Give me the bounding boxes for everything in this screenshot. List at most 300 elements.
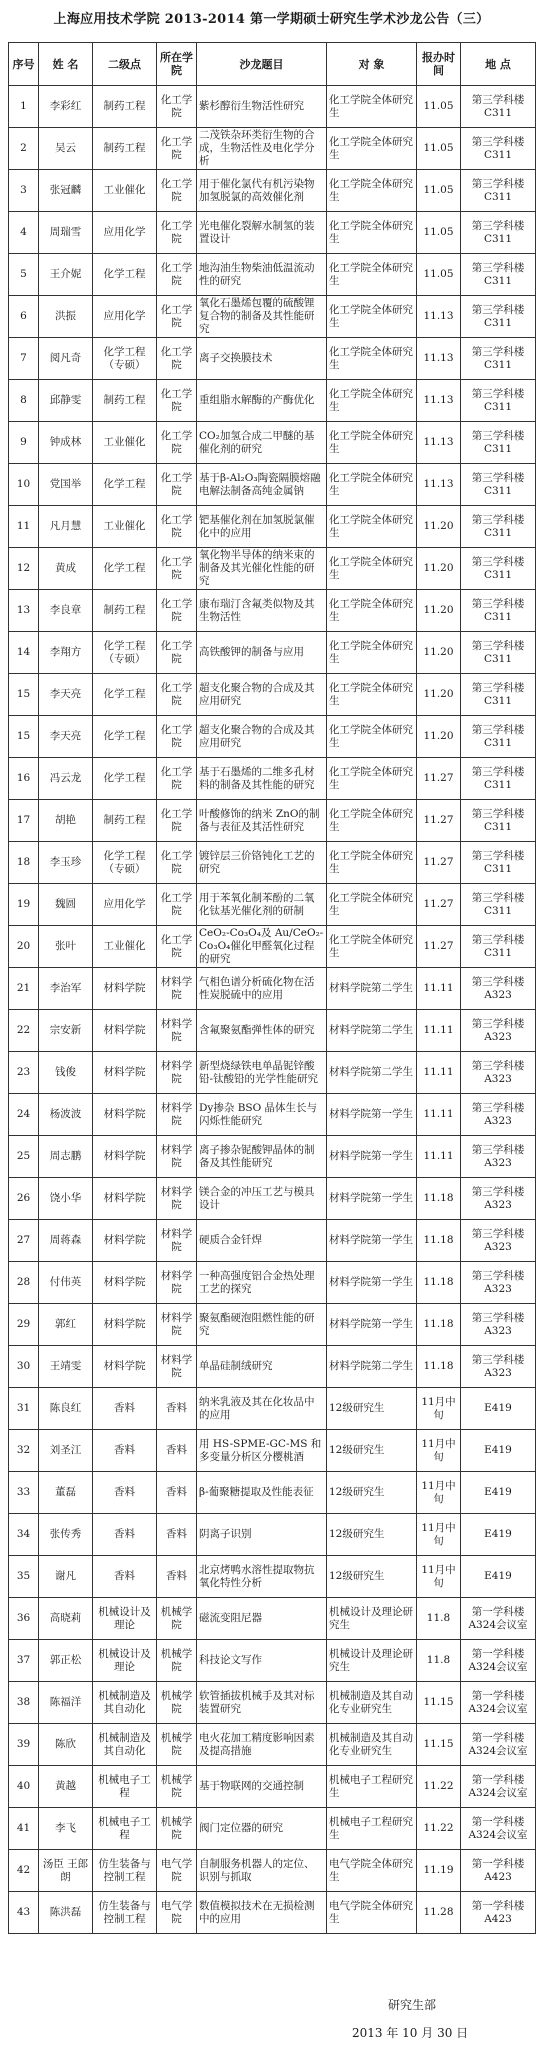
salon-topic-cell: 软管插拔机械手及其对标装置研究 — [197, 1682, 327, 1724]
salon-topic-cell: 含氟聚氨酯弹性体的研究 — [197, 1010, 327, 1052]
session-time-cell: 11.27 — [417, 758, 461, 800]
presenter-name-cell: 郭正松 — [39, 1640, 93, 1682]
row-number-cell: 16 — [9, 758, 39, 800]
venue-cell: 第三学科楼 C311 — [461, 926, 536, 968]
salon-topic-cell: 镁合金的冲压工艺与模具设计 — [197, 1178, 327, 1220]
session-time-cell: 11.27 — [417, 926, 461, 968]
row-number-cell: 38 — [9, 1682, 39, 1724]
header-cell: 二级点 — [93, 43, 157, 86]
table-row — [9, 1178, 536, 1220]
salon-topic-cell: 科技论文写作 — [197, 1640, 327, 1682]
discipline-cell: 材料学院 — [93, 1136, 157, 1178]
discipline-cell: 化学工程 — [93, 548, 157, 590]
salon-topic-cell: 光电催化裂解水制氢的装置设计 — [197, 212, 327, 254]
audience-cell: 化工学院全体研究生 — [327, 590, 417, 632]
session-time-cell: 11.18 — [417, 1262, 461, 1304]
college-cell: 化工学院 — [157, 128, 197, 170]
presenter-name-cell: 陈洪磊 — [39, 1892, 93, 1934]
session-time-cell: 11.15 — [417, 1682, 461, 1724]
audience-cell: 化工学院全体研究生 — [327, 674, 417, 716]
row-number-cell: 18 — [9, 842, 39, 884]
table-row — [9, 506, 536, 548]
row-number-cell: 26 — [9, 1178, 39, 1220]
session-time-cell: 11.13 — [417, 338, 461, 380]
college-cell: 化工学院 — [157, 716, 197, 758]
table-row — [9, 128, 536, 170]
salon-topic-cell: 叶酸修饰的纳米 ZnO的制备与表征及其活性研究 — [197, 800, 327, 842]
row-number-cell: 21 — [9, 968, 39, 1010]
college-cell: 机械学院 — [157, 1808, 197, 1850]
session-time-cell: 11.11 — [417, 968, 461, 1010]
salon-topic-cell: β-葡聚糖提取及性能表征 — [197, 1472, 327, 1514]
presenter-name-cell: 宗安新 — [39, 1010, 93, 1052]
row-number-cell: 15 — [9, 674, 39, 716]
salon-topic-cell: 气相色谱分析硫化物在活性炭脱硫中的应用 — [197, 968, 327, 1010]
row-number-cell: 15 — [9, 716, 39, 758]
audience-cell: 化工学院全体研究生 — [327, 254, 417, 296]
college-cell: 机械学院 — [157, 1640, 197, 1682]
audience-cell: 材料学院第一学生 — [327, 1220, 417, 1262]
salon-schedule-table — [8, 42, 536, 1934]
session-time-cell: 11.05 — [417, 86, 461, 128]
row-number-cell: 37 — [9, 1640, 39, 1682]
venue-cell: 第一学科楼 A324会议室 — [461, 1640, 536, 1682]
audience-cell: 机械电子工程研究生 — [327, 1766, 417, 1808]
audience-cell: 化工学院全体研究生 — [327, 338, 417, 380]
audience-cell: 材料学院第二学生 — [327, 968, 417, 1010]
audience-cell: 机械设计及理论研究生 — [327, 1598, 417, 1640]
discipline-cell: 仿生装备与控制工程 — [93, 1850, 157, 1892]
audience-cell: 材料学院第一学生 — [327, 1178, 417, 1220]
presenter-name-cell: 张叶 — [39, 926, 93, 968]
presenter-name-cell: 李天亮 — [39, 716, 93, 758]
session-time-cell: 11.20 — [417, 506, 461, 548]
venue-cell: 第三学科楼 C311 — [461, 338, 536, 380]
college-cell: 香料 — [157, 1556, 197, 1598]
college-cell: 电气学院 — [157, 1850, 197, 1892]
discipline-cell: 化学工程 — [93, 674, 157, 716]
session-time-cell: 11.05 — [417, 128, 461, 170]
presenter-name-cell: 李飞 — [39, 1808, 93, 1850]
session-time-cell: 11月中旬 — [417, 1388, 461, 1430]
audience-cell: 化工学院全体研究生 — [327, 926, 417, 968]
salon-topic-cell: 超支化聚合物的合成及其应用研究 — [197, 674, 327, 716]
salon-topic-cell: 离子交换膜技术 — [197, 338, 327, 380]
row-number-cell: 43 — [9, 1892, 39, 1934]
presenter-name-cell: 凡月慧 — [39, 506, 93, 548]
discipline-cell: 机械制造及其自动化 — [93, 1724, 157, 1766]
venue-cell: 第三学科楼 C311 — [461, 842, 536, 884]
session-time-cell: 11.13 — [417, 296, 461, 338]
venue-cell: 第三学科楼 C311 — [461, 86, 536, 128]
session-time-cell: 11.27 — [417, 842, 461, 884]
venue-cell: 第三学科楼 A323 — [461, 1136, 536, 1178]
header-cell: 所在学院 — [157, 43, 197, 86]
presenter-name-cell: 阅凡奇 — [39, 338, 93, 380]
table-row — [9, 1094, 536, 1136]
audience-cell: 化工学院全体研究生 — [327, 632, 417, 674]
venue-cell: 第一学科楼 A324会议室 — [461, 1682, 536, 1724]
row-number-cell: 42 — [9, 1850, 39, 1892]
table-row — [9, 884, 536, 926]
row-number-cell: 32 — [9, 1430, 39, 1472]
presenter-name-cell: 周志鹏 — [39, 1136, 93, 1178]
salon-topic-cell: 钯基催化剂在加氢脱氯催化中的应用 — [197, 506, 327, 548]
session-time-cell: 11月中旬 — [417, 1514, 461, 1556]
presenter-name-cell: 钱俊 — [39, 1052, 93, 1094]
venue-cell: 第三学科楼 A323 — [461, 1178, 536, 1220]
venue-cell: 第三学科楼 C311 — [461, 254, 536, 296]
venue-cell: 第一学科楼 A423 — [461, 1892, 536, 1934]
college-cell: 材料学院 — [157, 1346, 197, 1388]
row-number-cell: 6 — [9, 296, 39, 338]
session-time-cell: 11.28 — [417, 1892, 461, 1934]
table-row — [9, 1682, 536, 1724]
table-header-row — [9, 43, 536, 86]
table-row — [9, 1598, 536, 1640]
venue-cell: E419 — [461, 1472, 536, 1514]
salon-topic-cell: 阴离子识别 — [197, 1514, 327, 1556]
venue-cell: 第三学科楼 C311 — [461, 884, 536, 926]
discipline-cell: 香料 — [93, 1556, 157, 1598]
discipline-cell: 材料学院 — [93, 1346, 157, 1388]
salon-topic-cell: CO₂加氢合成二甲醚的基催化剂的研究 — [197, 422, 327, 464]
table-row — [9, 422, 536, 464]
venue-cell: 第三学科楼 C311 — [461, 296, 536, 338]
college-cell: 化工学院 — [157, 758, 197, 800]
college-cell: 化工学院 — [157, 464, 197, 506]
presenter-name-cell: 陈欣 — [39, 1724, 93, 1766]
discipline-cell: 材料学院 — [93, 1262, 157, 1304]
row-number-cell: 41 — [9, 1808, 39, 1850]
audience-cell: 化工学院全体研究生 — [327, 128, 417, 170]
college-cell: 化工学院 — [157, 884, 197, 926]
session-time-cell: 11.22 — [417, 1766, 461, 1808]
row-number-cell: 31 — [9, 1388, 39, 1430]
discipline-cell: 材料学院 — [93, 1220, 157, 1262]
presenter-name-cell: 付伟英 — [39, 1262, 93, 1304]
audience-cell: 化工学院全体研究生 — [327, 758, 417, 800]
presenter-name-cell: 张冠麟 — [39, 170, 93, 212]
college-cell: 电气学院 — [157, 1892, 197, 1934]
discipline-cell: 机械电子工程 — [93, 1808, 157, 1850]
session-time-cell: 11.20 — [417, 716, 461, 758]
discipline-cell: 工业催化 — [93, 506, 157, 548]
audience-cell: 电气学院全体研究生 — [327, 1850, 417, 1892]
audience-cell: 化工学院全体研究生 — [327, 170, 417, 212]
venue-cell: 第三学科楼 C311 — [461, 632, 536, 674]
college-cell: 化工学院 — [157, 86, 197, 128]
discipline-cell: 材料学院 — [93, 1094, 157, 1136]
college-cell: 化工学院 — [157, 338, 197, 380]
audience-cell: 12级研究生 — [327, 1388, 417, 1430]
venue-cell: 第三学科楼 A323 — [461, 1304, 536, 1346]
table-row — [9, 1808, 536, 1850]
table-row — [9, 632, 536, 674]
venue-cell: 第三学科楼 C311 — [461, 422, 536, 464]
audience-cell: 化工学院全体研究生 — [327, 380, 417, 422]
table-row — [9, 1346, 536, 1388]
salon-topic-cell: 基于物联网的交通控制 — [197, 1766, 327, 1808]
presenter-name-cell: 洪振 — [39, 296, 93, 338]
presenter-name-cell: 张传秀 — [39, 1514, 93, 1556]
salon-topic-cell: 二茂铁杂环类衍生物的合成，生物活性及电化学分析 — [197, 128, 327, 170]
session-time-cell: 11.27 — [417, 800, 461, 842]
venue-cell: 第三学科楼 C311 — [461, 380, 536, 422]
venue-cell: 第三学科楼 C311 — [461, 506, 536, 548]
table-row — [9, 1892, 536, 1934]
venue-cell: 第三学科楼 A323 — [461, 1262, 536, 1304]
presenter-name-cell: 周蒋森 — [39, 1220, 93, 1262]
table-row — [9, 842, 536, 884]
audience-cell: 化工学院全体研究生 — [327, 716, 417, 758]
audience-cell: 材料学院第二学生 — [327, 1010, 417, 1052]
discipline-cell: 工业催化 — [93, 926, 157, 968]
presenter-name-cell: 李良章 — [39, 590, 93, 632]
college-cell: 化工学院 — [157, 842, 197, 884]
presenter-name-cell: 李天亮 — [39, 674, 93, 716]
table-row — [9, 338, 536, 380]
salon-topic-cell: 用于催化氯代有机污染物加氢脱氯的高效催化剂 — [197, 170, 327, 212]
session-time-cell: 11.20 — [417, 674, 461, 716]
table-row — [9, 254, 536, 296]
table-row — [9, 212, 536, 254]
discipline-cell: 机械电子工程 — [93, 1766, 157, 1808]
presenter-name-cell: 陈良红 — [39, 1388, 93, 1430]
salon-topic-cell: 超支化聚合物的合成及其应用研究 — [197, 716, 327, 758]
discipline-cell: 化学工程 — [93, 716, 157, 758]
session-time-cell: 11.05 — [417, 254, 461, 296]
audience-cell: 机械制造及其自动化专业研究生 — [327, 1724, 417, 1766]
college-cell: 化工学院 — [157, 590, 197, 632]
venue-cell: 第三学科楼 C311 — [461, 716, 536, 758]
venue-cell: E419 — [461, 1388, 536, 1430]
header-cell: 序号 — [9, 43, 39, 86]
college-cell: 材料学院 — [157, 1094, 197, 1136]
salon-topic-cell: 氧化石墨烯包覆的硫酸锂复合物的制备及其性能研究 — [197, 296, 327, 338]
table-row — [9, 716, 536, 758]
row-number-cell: 40 — [9, 1766, 39, 1808]
table-row — [9, 1640, 536, 1682]
table-row — [9, 800, 536, 842]
salon-topic-cell: 基于β-Al₂O₃陶瓷隔膜熔融电解法制备高纯金属钠 — [197, 464, 327, 506]
college-cell: 香料 — [157, 1388, 197, 1430]
salon-topic-cell: 北京烤鸭水溶性提取物抗氧化特性分析 — [197, 1556, 327, 1598]
discipline-cell: 化学工程（专硕） — [93, 632, 157, 674]
venue-cell: 第一学科楼 A324会议室 — [461, 1766, 536, 1808]
row-number-cell: 19 — [9, 884, 39, 926]
table-row — [9, 296, 536, 338]
discipline-cell: 材料学院 — [93, 1052, 157, 1094]
table-row — [9, 464, 536, 506]
salon-topic-cell: 一种高强度铝合金热处理工艺的探究 — [197, 1262, 327, 1304]
session-time-cell: 11.20 — [417, 548, 461, 590]
session-time-cell: 11.15 — [417, 1724, 461, 1766]
discipline-cell: 化学工程（专硕） — [93, 338, 157, 380]
table-row — [9, 1388, 536, 1430]
presenter-name-cell: 谢凡 — [39, 1556, 93, 1598]
header-cell: 对 象 — [327, 43, 417, 86]
venue-cell: E419 — [461, 1430, 536, 1472]
header-cell: 地 点 — [461, 43, 536, 86]
row-number-cell: 25 — [9, 1136, 39, 1178]
audience-cell: 化工学院全体研究生 — [327, 86, 417, 128]
salon-topic-cell: 镀锌层三价铬钝化工艺的研究 — [197, 842, 327, 884]
salon-topic-cell: 基于石墨烯的二维多孔材料的制备及其性能的研究 — [197, 758, 327, 800]
audience-cell: 材料学院第一学生 — [327, 1094, 417, 1136]
table-row — [9, 1556, 536, 1598]
presenter-name-cell: 邱静雯 — [39, 380, 93, 422]
presenter-name-cell: 冯云龙 — [39, 758, 93, 800]
session-time-cell: 11.22 — [417, 1808, 461, 1850]
table-row — [9, 1430, 536, 1472]
row-number-cell: 14 — [9, 632, 39, 674]
session-time-cell: 11.11 — [417, 1052, 461, 1094]
venue-cell: 第一学科楼 A324会议室 — [461, 1808, 536, 1850]
presenter-name-cell: 高晓莉 — [39, 1598, 93, 1640]
presenter-name-cell: 汤臣 王郎朗 — [39, 1850, 93, 1892]
discipline-cell: 香料 — [93, 1514, 157, 1556]
discipline-cell: 工业催化 — [93, 170, 157, 212]
row-number-cell: 39 — [9, 1724, 39, 1766]
college-cell: 机械学院 — [157, 1766, 197, 1808]
row-number-cell: 20 — [9, 926, 39, 968]
row-number-cell: 22 — [9, 1010, 39, 1052]
college-cell: 材料学院 — [157, 968, 197, 1010]
discipline-cell: 机械设计及理论 — [93, 1640, 157, 1682]
table-row — [9, 1052, 536, 1094]
salon-topic-cell: 重组脂水解酶的产酶优化 — [197, 380, 327, 422]
salon-topic-cell: 纳米乳液及其在化妆品中的应用 — [197, 1388, 327, 1430]
table-row — [9, 926, 536, 968]
discipline-cell: 材料学院 — [93, 1010, 157, 1052]
presenter-name-cell: 李玉珍 — [39, 842, 93, 884]
venue-cell: 第三学科楼 A323 — [461, 1094, 536, 1136]
college-cell: 香料 — [157, 1472, 197, 1514]
session-time-cell: 11.13 — [417, 422, 461, 464]
discipline-cell: 应用化学 — [93, 884, 157, 926]
session-time-cell: 11月中旬 — [417, 1430, 461, 1472]
venue-cell: 第三学科楼 C311 — [461, 674, 536, 716]
college-cell: 材料学院 — [157, 1178, 197, 1220]
venue-cell: 第三学科楼 C311 — [461, 464, 536, 506]
salon-topic-cell: 自制服务机器人的定位、识别与抓取 — [197, 1850, 327, 1892]
row-number-cell: 34 — [9, 1514, 39, 1556]
salon-topic-cell: 硬质合金钎焊 — [197, 1220, 327, 1262]
salon-topic-cell: 用于苯氧化制苯酚的二氧化钛基光催化剂的研制 — [197, 884, 327, 926]
row-number-cell: 28 — [9, 1262, 39, 1304]
salon-topic-cell: 康布瑞汀含氟类似物及其生物活性 — [197, 590, 327, 632]
row-number-cell: 24 — [9, 1094, 39, 1136]
discipline-cell: 制药工程 — [93, 590, 157, 632]
table-row — [9, 1010, 536, 1052]
row-number-cell: 2 — [9, 128, 39, 170]
session-time-cell: 11.8 — [417, 1598, 461, 1640]
discipline-cell: 工业催化 — [93, 422, 157, 464]
audience-cell: 12级研究生 — [327, 1472, 417, 1514]
venue-cell: 第一学科楼 A324会议室 — [461, 1598, 536, 1640]
college-cell: 材料学院 — [157, 1262, 197, 1304]
discipline-cell: 仿生装备与控制工程 — [93, 1892, 157, 1934]
audience-cell: 机械设计及理论研究生 — [327, 1640, 417, 1682]
salon-topic-cell: 紫杉醇衍生物活性研究 — [197, 86, 327, 128]
venue-cell: 第三学科楼 A323 — [461, 1010, 536, 1052]
discipline-cell: 制药工程 — [93, 380, 157, 422]
presenter-name-cell: 刘圣江 — [39, 1430, 93, 1472]
discipline-cell: 化学工程 — [93, 464, 157, 506]
session-time-cell: 11.13 — [417, 464, 461, 506]
presenter-name-cell: 李翔方 — [39, 632, 93, 674]
venue-cell: 第三学科楼 A323 — [461, 968, 536, 1010]
session-time-cell: 11.20 — [417, 590, 461, 632]
discipline-cell: 应用化学 — [93, 212, 157, 254]
row-number-cell: 35 — [9, 1556, 39, 1598]
salon-topic-cell: 氧化物半导体的纳米束的制备及其光催化性能的研究 — [197, 548, 327, 590]
row-number-cell: 9 — [9, 422, 39, 464]
table-row — [9, 170, 536, 212]
audience-cell: 材料学院第一学生 — [327, 1304, 417, 1346]
session-time-cell: 11.05 — [417, 212, 461, 254]
salon-topic-cell: 阀门定位器的研究 — [197, 1808, 327, 1850]
row-number-cell: 36 — [9, 1598, 39, 1640]
presenter-name-cell: 黄越 — [39, 1766, 93, 1808]
audience-cell: 材料学院第二学生 — [327, 1052, 417, 1094]
table-row — [9, 380, 536, 422]
presenter-name-cell: 王靖雯 — [39, 1346, 93, 1388]
audience-cell: 材料学院第一学生 — [327, 1136, 417, 1178]
document-title: 上海应用技术学院 2013-2014 第一学期硕士研究生学术沙龙公告（三） — [53, 12, 490, 27]
college-cell: 化工学院 — [157, 422, 197, 464]
presenter-name-cell: 吴云 — [39, 128, 93, 170]
venue-cell: 第一学科楼 A423 — [461, 1850, 536, 1892]
session-time-cell: 11.11 — [417, 1010, 461, 1052]
audience-cell: 材料学院第二学生 — [327, 1346, 417, 1388]
venue-cell: 第三学科楼 C311 — [461, 758, 536, 800]
table-row — [9, 1136, 536, 1178]
salon-topic-cell: Dy掺杂 BSO 晶体生长与闪烁性能研究 — [197, 1094, 327, 1136]
discipline-cell: 制药工程 — [93, 800, 157, 842]
table-row — [9, 1766, 536, 1808]
row-number-cell: 30 — [9, 1346, 39, 1388]
audience-cell: 12级研究生 — [327, 1556, 417, 1598]
table-row — [9, 968, 536, 1010]
audience-cell: 化工学院全体研究生 — [327, 548, 417, 590]
salon-topic-cell: 新型烧绿铁电单晶铌锌酸铅-钛酸铅的光学性能研究 — [197, 1052, 327, 1094]
table-row — [9, 1850, 536, 1892]
row-number-cell: 13 — [9, 590, 39, 632]
session-time-cell: 11.19 — [417, 1850, 461, 1892]
discipline-cell: 材料学院 — [93, 1178, 157, 1220]
audience-cell: 电气学院全体研究生 — [327, 1892, 417, 1934]
table-row — [9, 590, 536, 632]
table-row — [9, 86, 536, 128]
audience-cell: 化工学院全体研究生 — [327, 212, 417, 254]
discipline-cell: 香料 — [93, 1388, 157, 1430]
audience-cell: 材料学院第一学生 — [327, 1262, 417, 1304]
session-time-cell: 11.8 — [417, 1640, 461, 1682]
audience-cell: 化工学院全体研究生 — [327, 506, 417, 548]
college-cell: 机械学院 — [157, 1724, 197, 1766]
session-time-cell: 11.05 — [417, 170, 461, 212]
discipline-cell: 香料 — [93, 1472, 157, 1514]
college-cell: 化工学院 — [157, 212, 197, 254]
college-cell: 化工学院 — [157, 254, 197, 296]
row-number-cell: 4 — [9, 212, 39, 254]
college-cell: 香料 — [157, 1514, 197, 1556]
session-time-cell: 11月中旬 — [417, 1472, 461, 1514]
audience-cell: 12级研究生 — [327, 1430, 417, 1472]
college-cell: 机械学院 — [157, 1682, 197, 1724]
